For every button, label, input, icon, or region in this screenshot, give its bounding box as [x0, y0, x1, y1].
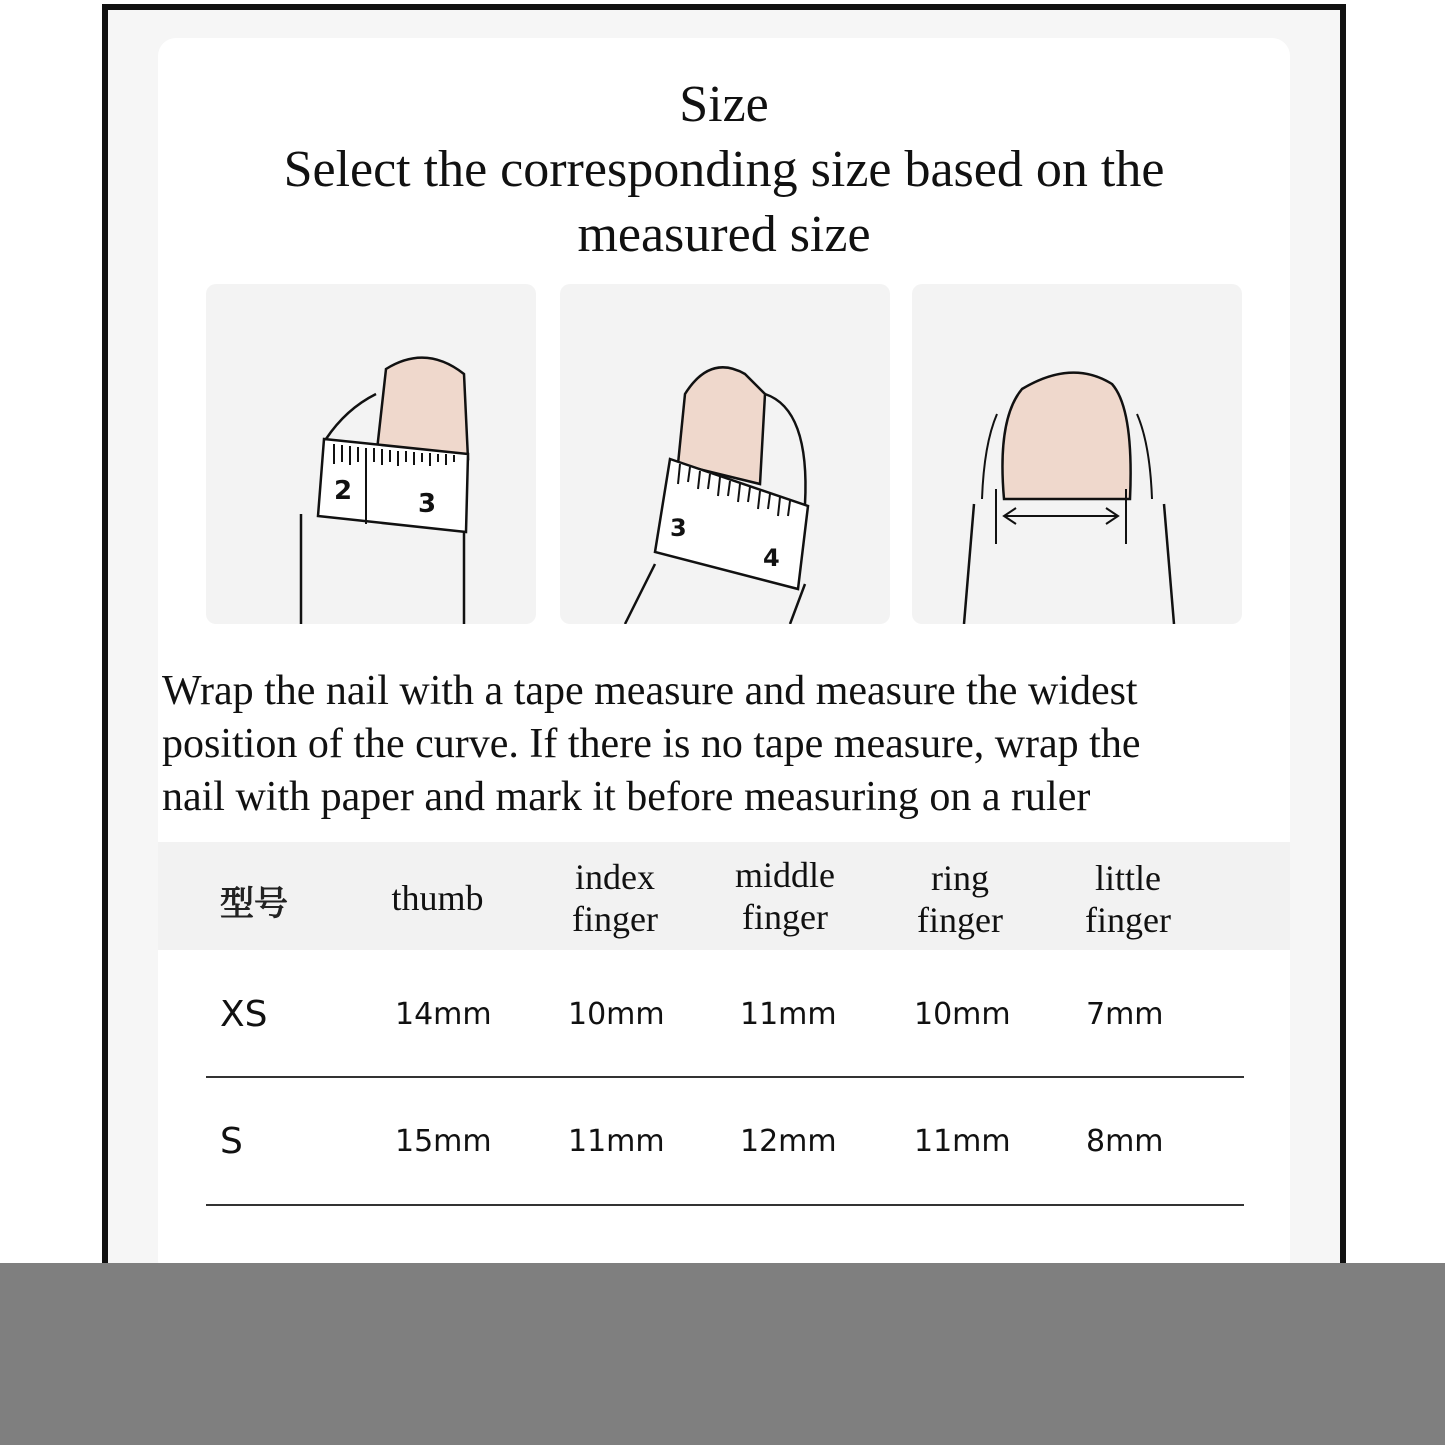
column-header-middle: middle finger — [735, 855, 835, 937]
instructions-line-2: position of the curve. If there is no tape measure, wrap the — [162, 721, 1141, 767]
title-line-1: Size — [679, 76, 769, 133]
ruler-number-3b: 3 — [670, 514, 687, 542]
column-header-thumb: thumb — [391, 878, 484, 918]
table-cell: 12mm — [740, 1124, 837, 1159]
nail-width-arrow-icon — [912, 284, 1242, 624]
ruler-number-2: 2 — [334, 476, 353, 506]
column-header-little: little finger — [1085, 858, 1171, 940]
page-title — [158, 72, 1290, 267]
row-divider — [206, 1076, 1244, 1078]
measuring-instructions — [162, 665, 1292, 824]
table-cell: 11mm — [568, 1124, 665, 1159]
table-cell: 11mm — [740, 997, 837, 1032]
finger-tape-measure-angled-icon — [560, 284, 890, 624]
table-cell: 15mm — [395, 1124, 492, 1159]
title-line-2: Select the corresponding size based on the — [283, 141, 1165, 198]
size-label-xs: XS — [220, 994, 268, 1035]
finger-tape-measure-side-icon — [206, 284, 536, 624]
table-cell: 10mm — [914, 997, 1011, 1032]
illustration-panel-2 — [560, 284, 890, 624]
size-label-s: S — [220, 1121, 243, 1162]
table-cell: 8mm — [1086, 1124, 1164, 1159]
model-header: 型号 — [220, 884, 288, 924]
illustration-panel-3 — [912, 284, 1242, 624]
ruler-number-3: 3 — [418, 489, 437, 519]
instructions-line-1: Wrap the nail with a tape measure and measure the widest — [162, 668, 1138, 714]
table-cell: 11mm — [914, 1124, 1011, 1159]
instructions-line-3: nail with paper and mark it before measuring on a ruler — [162, 774, 1091, 820]
table-cell: 10mm — [568, 997, 665, 1032]
row-divider — [206, 1204, 1244, 1206]
column-header-ring: ring finger — [917, 858, 1003, 940]
title-line-3: measured size — [577, 206, 871, 263]
table-cell: 7mm — [1086, 997, 1164, 1032]
column-header-index: index finger — [572, 857, 658, 939]
table-cell: 14mm — [395, 997, 492, 1032]
ruler-number-4: 4 — [763, 544, 780, 572]
gray-overlay-bar — [0, 1263, 1445, 1445]
illustration-panel-1 — [206, 284, 536, 624]
